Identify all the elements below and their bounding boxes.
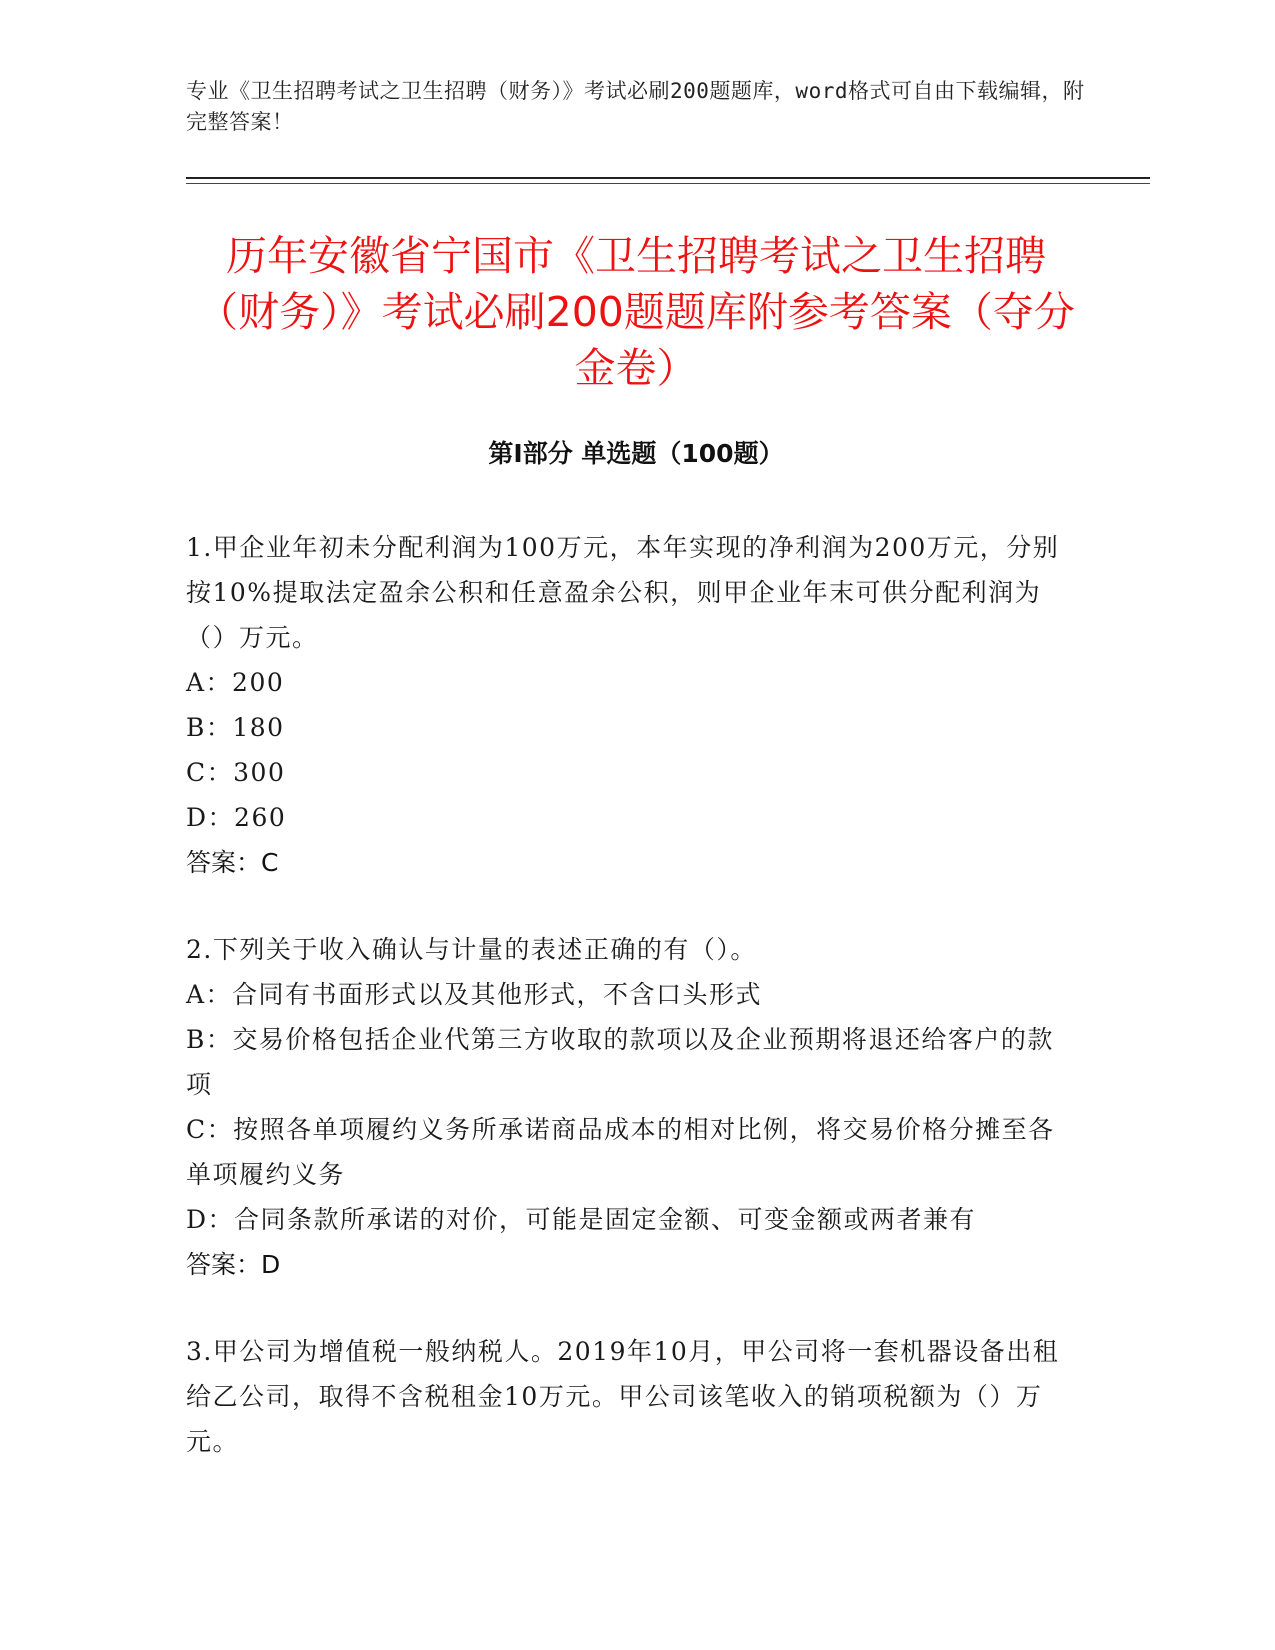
question-stem: 2.下列关于收入确认与计量的表述正确的有（）。	[186, 935, 757, 964]
question-stem: 3.甲公司为增值税一般纳税人。2019年10月，甲公司将一套机器设备出租给乙公司，取得不含税租金10万元。甲公司该笔收入的销项税额为（）万元。	[186, 1337, 1060, 1456]
header-note: 专业《卫生招聘考试之卫生招聘（财务）》考试必刷200题题库，word格式可自由下载编辑，附完整答案！	[186, 79, 1085, 134]
option-b: B：180	[186, 713, 285, 742]
answer-line: 答案：C	[186, 848, 279, 877]
section-heading: 第I部分 单选题（100题）	[488, 439, 784, 468]
header-divider-thin	[186, 183, 1150, 184]
answer-line: 答案：D	[186, 1250, 281, 1279]
question-2	[186, 927, 1076, 1287]
question-3	[186, 1329, 1076, 1464]
header-divider	[186, 177, 1150, 179]
document-title: 历年安徽省宁国市《卫生招聘考试之卫生招聘（财务）》考试必刷200题题库附参考答案（夺分金卷）	[197, 232, 1075, 392]
option-b: B：交易价格包括企业代第三方收取的款项以及企业预期将退还给客户的款项	[186, 1025, 1054, 1099]
option-a: A：合同有书面形式以及其他形式，不含口头形式	[186, 980, 763, 1009]
option-a: A：200	[186, 668, 285, 697]
option-d: D：合同条款所承诺的对价，可能是固定金额、可变金额或两者兼有	[186, 1205, 977, 1234]
option-c: C：按照各单项履约义务所承诺商品成本的相对比例，将交易价格分摊至各单项履约义务	[186, 1115, 1055, 1189]
option-d: D：260	[186, 803, 287, 832]
question-stem: 1.甲企业年初未分配利润为100万元，本年实现的净利润为200万元，分别按10%提取法定盈余公积和任意盈余公积，则甲企业年末可供分配利润为（）万元。	[186, 533, 1060, 652]
question-list	[186, 525, 1076, 1506]
option-c: C：300	[186, 758, 286, 787]
question-1	[186, 525, 1076, 885]
